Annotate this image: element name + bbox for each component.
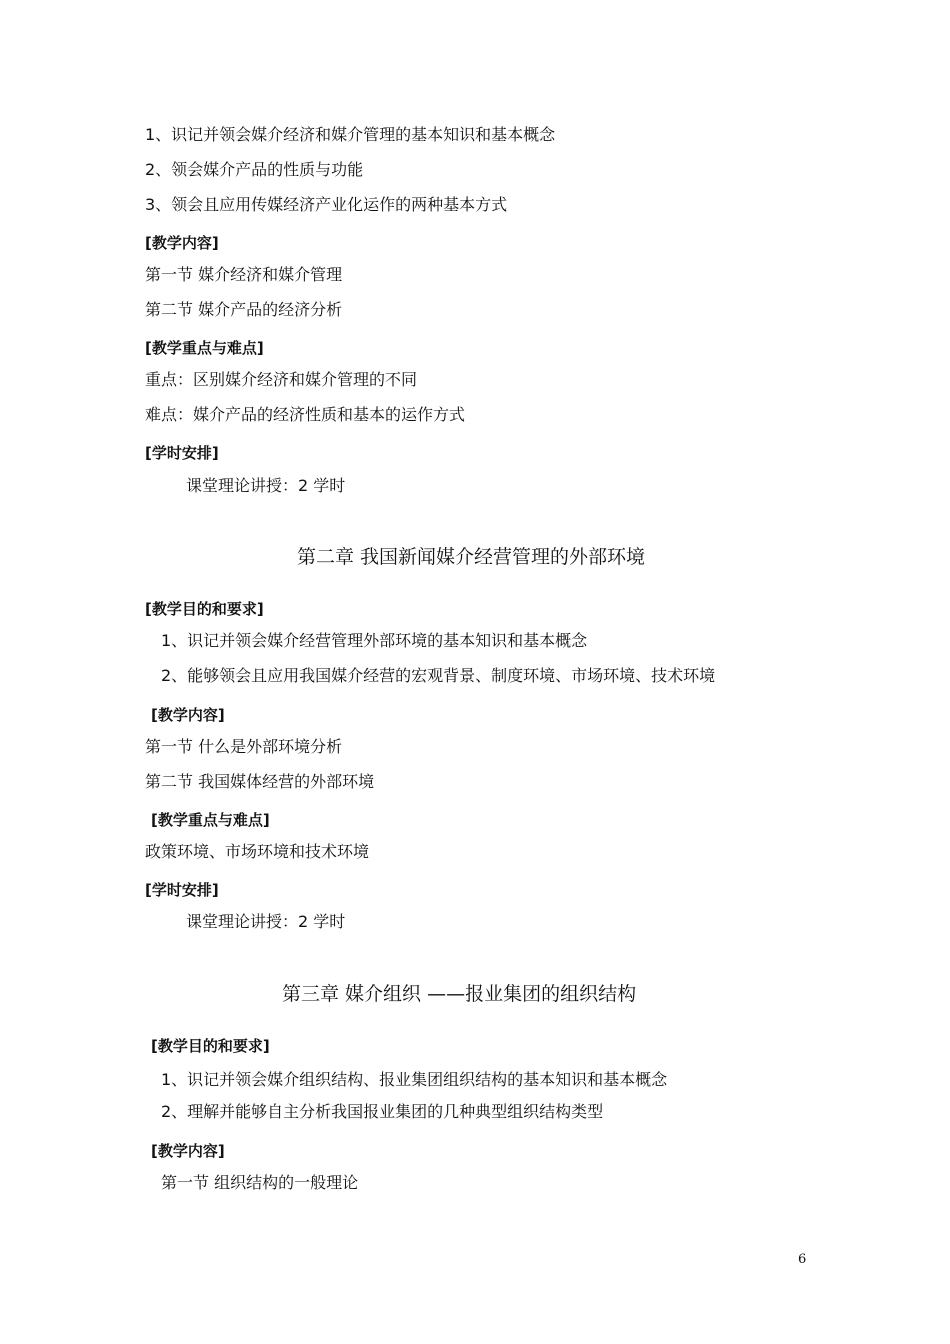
ch3-objectives-label: [教学目的和要求] (151, 1037, 270, 1055)
ch1-hours-label: [学时安排] (145, 444, 219, 462)
ch1-section-2: 第二节 媒介产品的经济分析 (145, 300, 343, 319)
ch2-hours-label: [学时安排] (145, 881, 219, 899)
ch2-section-2: 第二节 我国媒体经营的外部环境 (145, 772, 375, 791)
ch3-title: 第三章 媒介组织 ——报业集团的组织结构 (282, 983, 637, 1005)
ch3-content-label: [教学内容] (151, 1142, 225, 1160)
ch1-objective-3: 3、领会且应用传媒经济产业化运作的两种基本方式 (145, 195, 508, 214)
ch2-objective-1: 1、识记并领会媒介经营管理外部环境的基本知识和基本概念 (161, 631, 588, 650)
ch1-keypoint-2: 难点：媒介产品的经济性质和基本的运作方式 (145, 405, 466, 424)
page-number: 6 (798, 1252, 807, 1267)
ch2-objective-2: 2、能够领会且应用我国媒介经营的宏观背景、制度环境、市场环境、技术环境 (161, 666, 716, 685)
ch1-objective-1: 1、识记并领会媒介经济和媒介管理的基本知识和基本概念 (145, 125, 556, 144)
ch3-objective-2: 2、理解并能够自主分析我国报业集团的几种典型组织结构类型 (161, 1102, 604, 1121)
ch1-objective-2: 2、领会媒介产品的性质与功能 (145, 160, 364, 179)
ch1-content-label: [教学内容] (145, 234, 219, 252)
ch3-objective-1: 1、识记并领会媒介组织结构、报业集团组织结构的基本知识和基本概念 (161, 1070, 668, 1089)
ch2-content-label: [教学内容] (151, 706, 225, 724)
ch2-hours: 课堂理论讲授：2 学时 (186, 912, 346, 931)
ch2-keypoints-label: [教学重点与难点] (151, 811, 270, 829)
ch2-keypoints: 政策环境、市场环境和技术环境 (145, 842, 370, 861)
ch1-hours: 课堂理论讲授：2 学时 (186, 476, 346, 495)
ch1-keypoint-1: 重点：区别媒介经济和媒介管理的不同 (145, 370, 418, 389)
ch1-keypoints-label: [教学重点与难点] (145, 339, 264, 357)
ch2-title: 第二章 我国新闻媒介经营管理的外部环境 (297, 546, 646, 568)
ch3-section-1: 第一节 组织结构的一般理论 (161, 1173, 359, 1192)
ch1-section-1: 第一节 媒介经济和媒介管理 (145, 265, 343, 284)
ch2-objectives-label: [教学目的和要求] (145, 600, 264, 618)
ch2-section-1: 第一节 什么是外部环境分析 (145, 737, 343, 756)
